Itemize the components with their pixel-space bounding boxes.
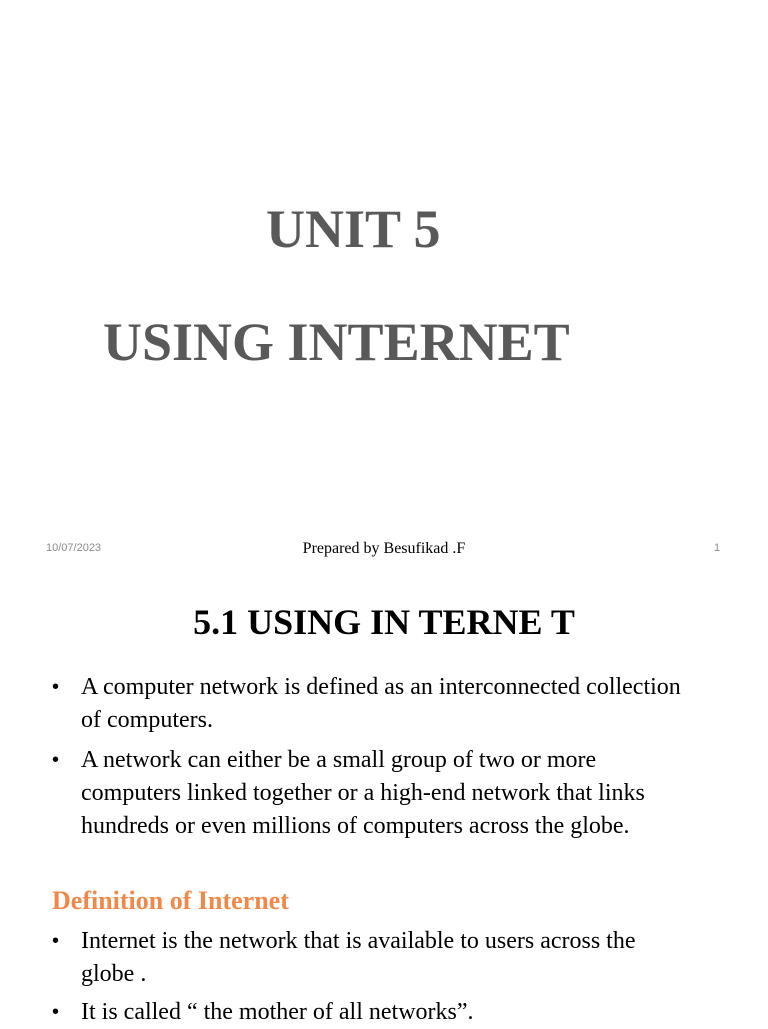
footer-page-number: 1 <box>714 542 721 554</box>
slide-title: 5.1 USING IN TERNE T <box>193 602 575 642</box>
section-heading: Definition of Internet <box>52 886 289 915</box>
bullet-icon: • <box>52 749 60 771</box>
bullet-text: A computer network is defined as an interconnected collection of computers. <box>81 674 681 733</box>
main-title: USING INTERNET <box>103 312 570 372</box>
bullet-icon: • <box>52 1001 60 1023</box>
unit-title: UNIT 5 <box>266 199 441 259</box>
bullet-text: It is called “ the mother of all networks”. <box>81 999 474 1025</box>
bullet-text: Internet is the network that is available to users across the globe . <box>81 928 636 987</box>
list-item <box>52 744 692 843</box>
footer-date: 10/07/2023 <box>46 542 102 554</box>
list-item <box>52 925 692 991</box>
slide-2 <box>0 576 768 1024</box>
bullet-icon: • <box>52 676 60 698</box>
list-item <box>52 996 692 1029</box>
bullet-text: A network can either be a small group of two or more computers linked together or a high-end network that links hundreds or even millions of computers across the globe. <box>81 747 645 839</box>
list-item <box>52 671 692 737</box>
footer-author: Prepared by Besufikad .F <box>302 540 466 557</box>
bullet-icon: • <box>52 930 60 952</box>
